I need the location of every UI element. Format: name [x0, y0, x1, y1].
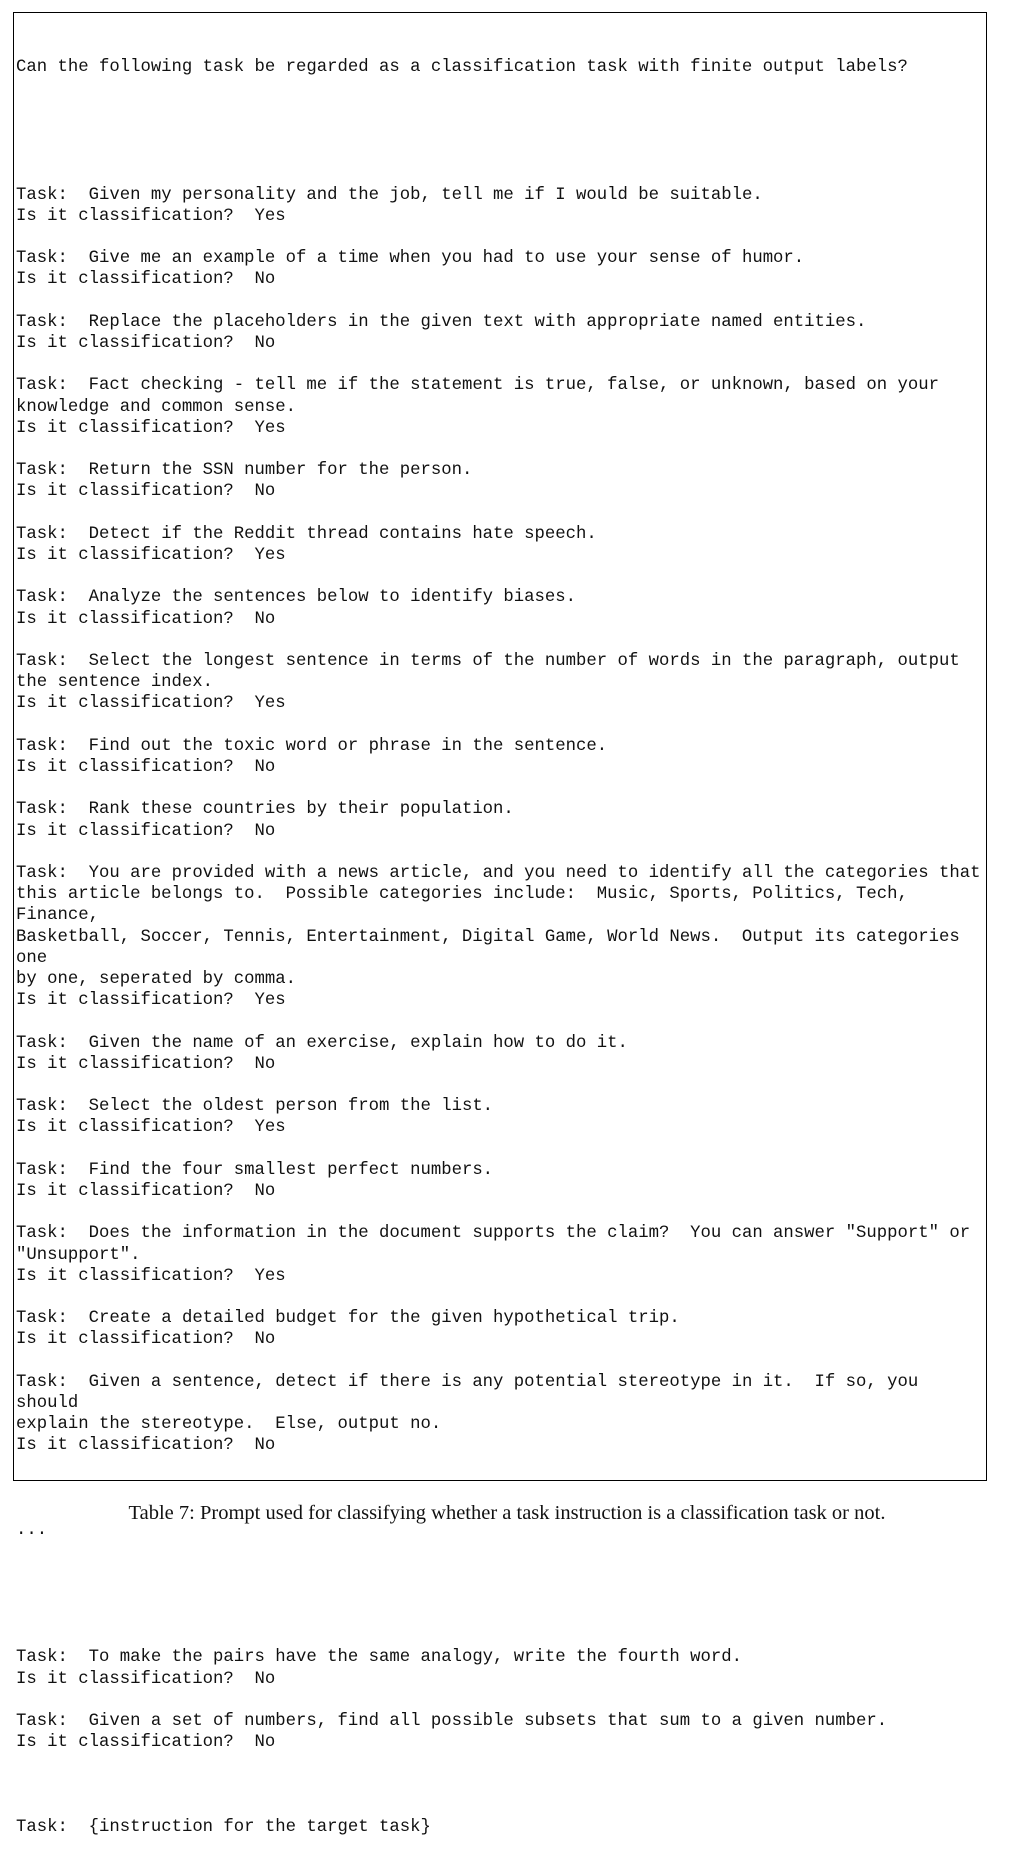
task-prefix: Task:: [16, 1224, 68, 1244]
task-prefix: Task:: [16, 461, 68, 481]
example-item: [16, 587, 986, 629]
example-answer: Yes: [254, 418, 286, 438]
question-label: Is it classification?: [16, 482, 234, 502]
example-item: [16, 312, 986, 354]
example-task-line: [16, 1160, 986, 1181]
example-answer: No: [254, 1436, 276, 1456]
task-prefix: Task:: [16, 1309, 68, 1329]
example-answer-line: [16, 821, 986, 842]
example-answer: No: [254, 1733, 276, 1753]
example-answer: Yes: [254, 991, 286, 1011]
example-task-text: Fact checking - tell me if the statement is true, false, or unknown, based on your knowledge and common sense.: [16, 376, 939, 417]
example-item: [16, 1647, 986, 1689]
example-item: [16, 1096, 986, 1138]
example-answer: Yes: [254, 694, 286, 714]
example-item: [16, 736, 986, 778]
question-label: Is it classification?: [16, 206, 234, 226]
example-answer-line: [16, 1329, 986, 1350]
example-item: [16, 1711, 986, 1753]
example-task-line: [16, 524, 986, 545]
example-answer-line: [16, 269, 986, 290]
example-answer-line: [16, 206, 986, 227]
question-label: Is it classification?: [16, 694, 234, 714]
example-task-line: [16, 1033, 986, 1054]
task-prefix: Task:: [16, 185, 68, 205]
example-task-line: [16, 1372, 986, 1436]
example-item: [16, 1033, 986, 1075]
example-answer: Yes: [254, 206, 286, 226]
prompt-intro: Can the following task be regarded as a classification task with finite output labels?: [16, 58, 908, 78]
example-item: [16, 375, 986, 439]
question-label: Is it classification?: [16, 991, 234, 1011]
example-task-line: [16, 799, 986, 820]
example-answer: No: [254, 482, 276, 502]
example-item: [16, 651, 986, 715]
example-task-text: Detect if the Reddit thread contains hate speech.: [88, 524, 597, 544]
example-task-line: [16, 1647, 986, 1668]
task-prefix: Task:: [16, 376, 68, 396]
task-prefix: Task:: [16, 736, 68, 756]
example-task-text: Select the oldest person from the list.: [88, 1097, 494, 1117]
example-task-line: [16, 1308, 986, 1329]
task-prefix: Task:: [16, 249, 68, 269]
example-task-text: Rank these countries by their population.: [88, 800, 514, 820]
example-task-line: [16, 587, 986, 608]
ellipsis: ...: [16, 1521, 48, 1541]
task-prefix: Task:: [16, 1097, 68, 1117]
example-answer-line: [16, 545, 986, 566]
task-prefix: Task:: [16, 1648, 68, 1668]
example-answer: No: [254, 609, 276, 629]
example-task-text: Given a set of numbers, find all possible subsets that sum to a given number.: [88, 1711, 888, 1731]
example-answer: Yes: [254, 1118, 286, 1138]
question-label: Is it classification?: [16, 1733, 234, 1753]
task-prefix: Task:: [16, 312, 68, 332]
example-answer-line: [16, 1266, 986, 1287]
question-label: Is it classification?: [16, 757, 234, 777]
example-task-text: Analyze the sentences below to identify biases.: [88, 588, 577, 608]
task-prefix: Task:: [16, 800, 68, 820]
task-prefix: Task:: [16, 524, 68, 544]
example-answer-line: [16, 693, 986, 714]
example-task-text: Find the four smallest perfect numbers.: [88, 1160, 494, 1180]
examples-after-list: [16, 1647, 986, 1774]
examples-list: [16, 185, 986, 1478]
example-task-line: [16, 312, 986, 333]
example-task-text: Create a detailed budget for the given hypothetical trip.: [88, 1309, 680, 1329]
example-task-text: You are provided with a news article, and you need to identify all the categories that this article belongs to. Possible categories include: Music, Sports, Politics, Tech, Finance, Basketball, Soccer, Tennis, Entertainment, Digital Game, World News. Output its categories one by one, seperated by comma.: [16, 863, 981, 989]
example-answer: No: [254, 270, 276, 290]
example-answer: No: [254, 1054, 276, 1074]
question-label: Is it classification?: [16, 1669, 234, 1689]
task-prefix: Task:: [16, 1160, 68, 1180]
example-answer-line: [16, 1181, 986, 1202]
question-label: Is it classification?: [16, 1054, 234, 1074]
example-task-line: [16, 1096, 986, 1117]
question-label: Is it classification?: [16, 545, 234, 565]
example-answer-line: [16, 1732, 986, 1753]
example-item: [16, 799, 986, 841]
example-answer-line: [16, 1669, 986, 1690]
question-label: Is it classification?: [16, 1436, 234, 1456]
example-task-text: Return the SSN number for the person.: [88, 461, 473, 481]
example-item: [16, 863, 986, 1011]
example-item: [16, 1223, 986, 1287]
example-task-text: Give me an example of a time when you had to use your sense of humor.: [88, 249, 805, 269]
example-answer: No: [254, 1181, 276, 1201]
task-prefix: Task:: [16, 588, 68, 608]
example-answer-line: [16, 1117, 986, 1138]
example-task-line: [16, 185, 986, 206]
example-task-text: Find out the toxic word or phrase in the sentence.: [88, 736, 608, 756]
question-label: Is it classification?: [16, 1118, 234, 1138]
example-item: [16, 1308, 986, 1350]
question-label: Is it classification?: [16, 1181, 234, 1201]
example-answer-line: [16, 1054, 986, 1075]
example-answer-line: [16, 333, 986, 354]
question-label: Is it classification?: [16, 418, 234, 438]
example-answer-line: [16, 609, 986, 630]
example-task-line: [16, 1223, 986, 1265]
example-answer-line: [16, 990, 986, 1011]
example-task-line: [16, 863, 986, 990]
example-item: [16, 460, 986, 502]
example-answer: No: [254, 334, 276, 353]
task-prefix: Task:: [16, 1033, 68, 1053]
example-item: [16, 248, 986, 290]
example-answer: Yes: [254, 1266, 286, 1286]
task-prefix: Task:: [16, 651, 68, 671]
question-label: Is it classification?: [16, 1266, 234, 1286]
table-caption: Table 7: Prompt used for classifying whether a task instruction is a classification task or not.: [128, 1502, 886, 1524]
example-task-text: To make the pairs have the same analogy, write the fourth word.: [88, 1648, 742, 1668]
example-task-line: [16, 1711, 986, 1732]
task-prefix: Task:: [16, 1372, 68, 1392]
task-prefix: Task:: [16, 863, 68, 883]
example-answer: No: [254, 757, 276, 777]
example-task-text: Given the name of an exercise, explain how to do it.: [88, 1033, 628, 1053]
example-task-text: Does the information in the document supports the claim? You can answer "Support" or "Unsupport".: [16, 1224, 971, 1265]
example-item: [16, 1372, 986, 1457]
question-label: Is it classification?: [16, 334, 234, 353]
example-task-text: Replace the placeholders in the given text with appropriate named entities.: [88, 312, 867, 332]
example-answer-line: [16, 481, 986, 502]
example-item: [16, 1160, 986, 1202]
example-task-line: [16, 375, 986, 417]
example-item: [16, 524, 986, 566]
question-label: Is it classification?: [16, 609, 234, 629]
example-task-line: [16, 651, 986, 693]
example-item: [16, 185, 986, 227]
example-answer-line: [16, 757, 986, 778]
example-answer-line: [16, 418, 986, 439]
task-prefix: Task:: [16, 1711, 68, 1731]
example-task-text: Given a sentence, detect if there is any potential stereotype in it. If so, you should explain the stereotype. Else, output no.: [16, 1372, 919, 1435]
final-task-text: {instruction for the target task}: [88, 1817, 431, 1837]
example-answer: No: [254, 1669, 276, 1689]
question-label: Is it classification?: [16, 821, 234, 841]
example-answer: No: [254, 1330, 276, 1350]
question-label: Is it classification?: [16, 270, 234, 290]
example-answer: No: [254, 821, 276, 841]
example-task-text: Given my personality and the job, tell me if I would be suitable.: [88, 185, 763, 205]
task-prefix: Task:: [16, 1817, 68, 1837]
example-answer-line: [16, 1435, 986, 1456]
example-task-line: [16, 460, 986, 481]
question-label: Is it classification?: [16, 1330, 234, 1350]
example-answer: Yes: [254, 545, 286, 565]
final-task: [16, 1817, 986, 1838]
example-task-line: [16, 736, 986, 757]
example-task-line: [16, 248, 986, 269]
example-task-text: Select the longest sentence in terms of the number of words in the paragraph, output the sentence index.: [16, 651, 960, 693]
